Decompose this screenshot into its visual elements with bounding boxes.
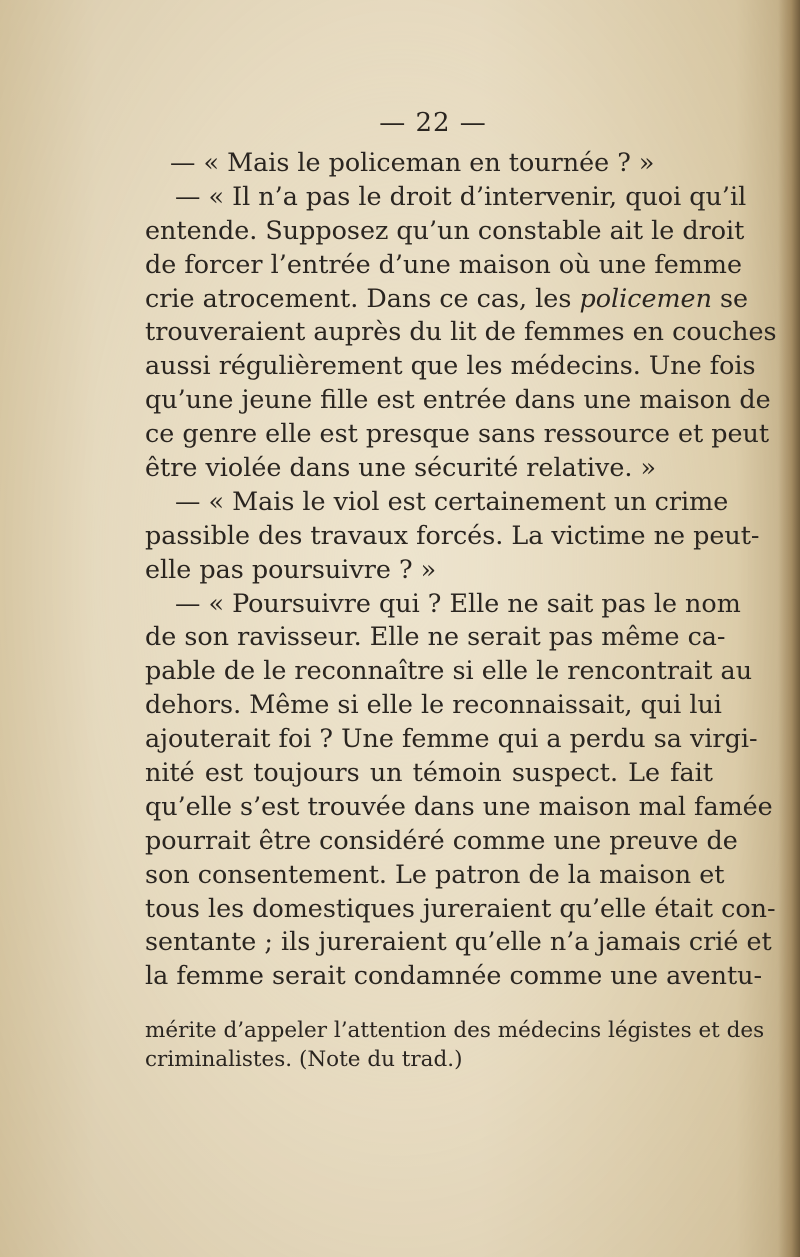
text-line: sentante ; ils jureraient qu’elle n’a jamais crié et xyxy=(145,926,772,957)
text-line: la femme serait condamnée comme une aventu- xyxy=(145,960,763,991)
body-text xyxy=(145,146,777,993)
text-line: qu’une jeune fille est entrée dans une maison de xyxy=(145,384,771,415)
line-text: crie atrocement. Dans ce cas, les xyxy=(145,282,572,313)
text-line: entende. Supposez qu’un constable ait le droit xyxy=(145,214,745,245)
text-line: — « Mais le viol est certainement un crime xyxy=(175,485,729,516)
text-line: pourrait être considéré comme une preuve de xyxy=(145,824,738,855)
italic-word: policemen xyxy=(579,282,712,313)
text-line: son consentement. Le patron de la maison et xyxy=(145,858,725,889)
text-line: qu’elle s’est trouvée dans une maison mal famée xyxy=(145,790,773,821)
text-line: de son ravisseur. Elle ne serait pas même ca- xyxy=(145,621,726,652)
text-line-with-italic xyxy=(145,282,749,316)
text-line: nité est toujours un témoin suspect. Le fait xyxy=(145,757,713,788)
text-line: ajouterait foi ? Une femme qui a perdu sa virgi- xyxy=(145,723,758,754)
text-line: — « Poursuivre qui ? Elle ne sait pas le nom xyxy=(175,587,741,618)
text-line: aussi régulièrement que les médecins. Une fois xyxy=(145,350,756,381)
page-edge-shadow xyxy=(778,0,800,1257)
text-line: — « Mais le policeman en tournée ? » xyxy=(170,147,655,177)
footnote-line: mérite d’appeler l’attention des médecins légistes et des xyxy=(145,1018,765,1043)
footnote xyxy=(145,1016,765,1074)
text-line: tous les domestiques jureraient qu’elle était con- xyxy=(145,892,776,923)
text-line: de forcer l’entrée d’une maison où une femme xyxy=(145,248,742,279)
line-suffix: se xyxy=(720,282,749,313)
text-line: dehors. Même si elle le reconnaissait, qui lui xyxy=(145,689,722,720)
text-line: ce genre elle est presque sans ressource et peut xyxy=(145,418,770,449)
text-line: passible des travaux forcés. La victime ne peut- xyxy=(145,519,760,550)
text-line: pable de le reconnaître si elle le rencontrait au xyxy=(145,655,753,686)
page-number: — 22 — xyxy=(379,108,487,138)
text-line: être violée dans une sécurité relative. » xyxy=(145,452,657,483)
text-line: — « Il n’a pas le droit d’intervenir, quoi qu’il xyxy=(175,180,747,211)
footnote-line: criminalistes. (Note du trad.) xyxy=(145,1047,463,1072)
text-line: trouveraient auprès du lit de femmes en couches xyxy=(145,316,777,347)
text-line: elle pas poursuivre ? » xyxy=(145,553,437,584)
